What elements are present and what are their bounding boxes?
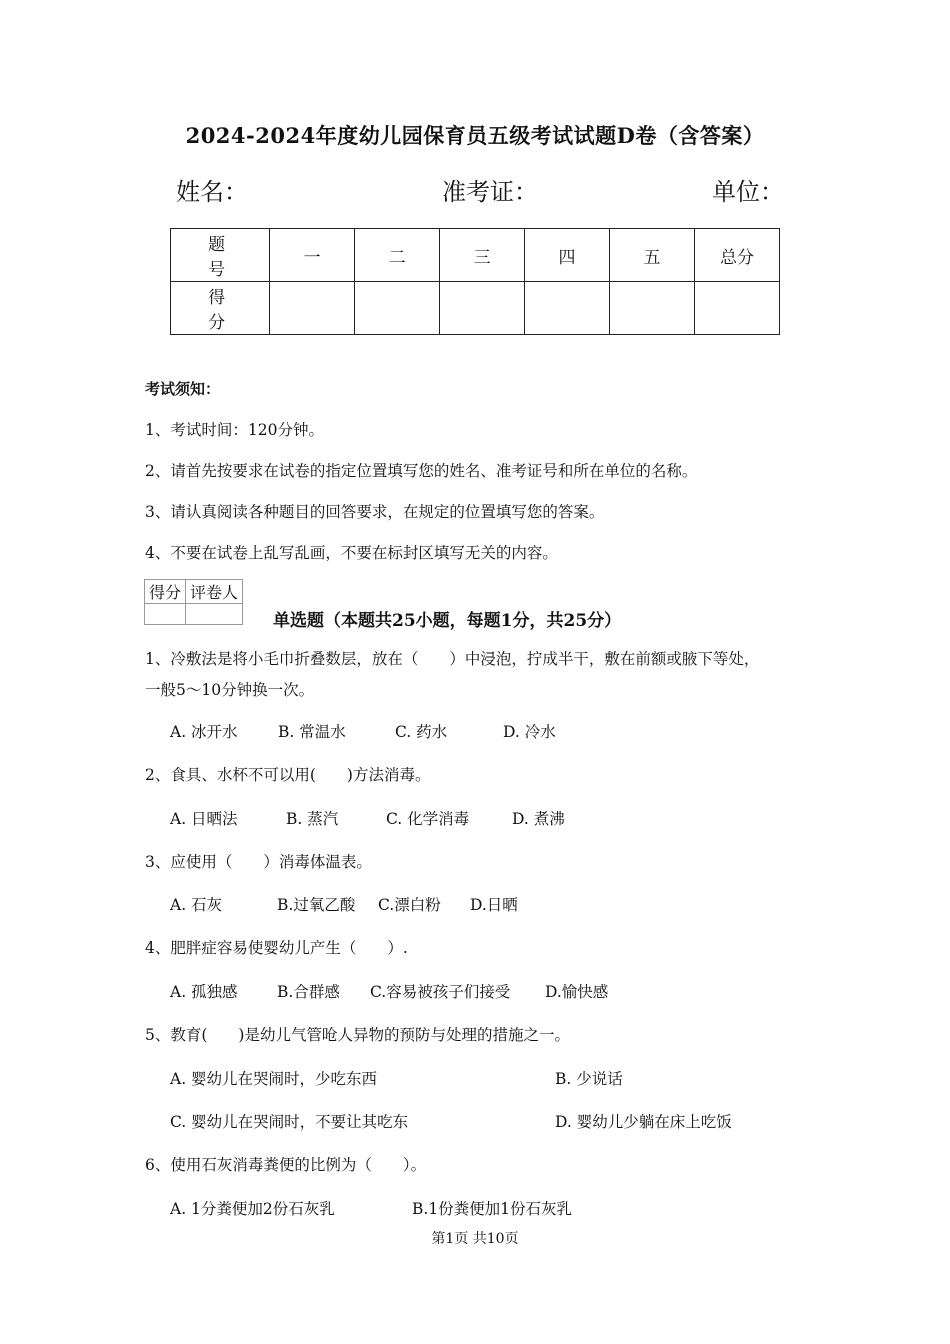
question-stem: 6、使用石灰消毒粪便的比例为（ ）。 bbox=[145, 1156, 427, 1174]
grader-box bbox=[144, 579, 243, 625]
answer-option[interactable]: A. 孤独感 bbox=[170, 983, 238, 1001]
answer-option[interactable]: C. 化学消毒 bbox=[386, 810, 470, 828]
page-footer: 第1页 共10页 bbox=[431, 1231, 519, 1247]
score-table-header-cell: 一 bbox=[270, 229, 355, 282]
notice-item: 3、请认真阅读各种题目的回答要求，在规定的位置填写您的答案。 bbox=[145, 503, 605, 521]
score-cell[interactable] bbox=[525, 282, 610, 335]
grader-reviewer-cell[interactable] bbox=[186, 604, 243, 625]
score-cell[interactable] bbox=[270, 282, 355, 335]
score-cell[interactable] bbox=[355, 282, 440, 335]
score-table bbox=[170, 228, 780, 335]
answer-option[interactable]: C.容易被孩子们接受 bbox=[370, 983, 511, 1001]
score-table-header-row bbox=[171, 229, 780, 282]
answer-option[interactable]: A. 1分粪便加2份石灰乳 bbox=[170, 1200, 335, 1218]
answer-option[interactable]: C.漂白粉 bbox=[378, 896, 441, 914]
question-stem: 4、肥胖症容易使婴幼儿产生（ ）. bbox=[145, 939, 408, 957]
notice-item: 1、考试时间：120分钟。 bbox=[145, 421, 324, 439]
grader-score-label: 得分 bbox=[145, 580, 186, 604]
grader-reviewer-label: 评卷人 bbox=[186, 580, 243, 604]
answer-option[interactable]: B. 蒸汽 bbox=[286, 810, 339, 828]
answer-option[interactable]: A. 石灰 bbox=[170, 896, 223, 914]
document-title: 2024-2024年度幼儿园保育员五级考试试题D卷（含答案） bbox=[185, 123, 765, 148]
score-cell[interactable] bbox=[694, 282, 779, 335]
answer-option[interactable]: D. 煮沸 bbox=[512, 810, 565, 828]
answer-option[interactable]: D.愉快感 bbox=[545, 983, 609, 1001]
score-cell[interactable] bbox=[440, 282, 525, 335]
score-table-header-cell: 五 bbox=[610, 229, 695, 282]
exam-id-field-label: 准考证： bbox=[442, 178, 538, 206]
name-field-label: 姓名： bbox=[176, 178, 248, 206]
answer-option[interactable]: B. 少说话 bbox=[555, 1070, 623, 1088]
answer-option[interactable]: D. 婴幼儿少躺在床上吃饭 bbox=[555, 1113, 732, 1131]
section-title: 单选题（本题共25小题，每题1分，共25分） bbox=[273, 611, 622, 631]
question-stem: 3、应使用（ ）消毒体温表。 bbox=[145, 853, 372, 871]
answer-option[interactable]: D.日晒 bbox=[470, 896, 518, 914]
question-stem: 5、教育( )是幼儿气管呛人异物的预防与处理的措施之一。 bbox=[145, 1026, 570, 1044]
score-cell[interactable] bbox=[610, 282, 695, 335]
question-stem: 2、食具、水杯不可以用( )方法消毒。 bbox=[145, 766, 431, 784]
answer-option[interactable]: A. 日晒法 bbox=[170, 810, 238, 828]
answer-option[interactable]: B.合群感 bbox=[277, 983, 340, 1001]
score-table-header-cell: 二 bbox=[355, 229, 440, 282]
score-table-header-cell: 题 号 bbox=[171, 229, 270, 282]
score-table-header-cell: 三 bbox=[440, 229, 525, 282]
score-table-header-cell: 总分 bbox=[694, 229, 779, 282]
question-stem: 1、冷敷法是将小毛巾折叠数层，放在（ ）中浸泡，拧成半干，敷在前额或腋下等处， bbox=[145, 650, 760, 668]
score-table-score-row bbox=[171, 282, 780, 335]
notice-item: 2、请首先按要求在试卷的指定位置填写您的姓名、准考证号和所在单位的名称。 bbox=[145, 462, 698, 480]
question-stem-continued: 一般5～10分钟换一次。 bbox=[145, 681, 315, 699]
notice-heading: 考试须知： bbox=[145, 380, 221, 398]
grader-score-cell[interactable] bbox=[145, 604, 186, 625]
answer-option[interactable]: A. 婴幼儿在哭闹时，少吃东西 bbox=[170, 1070, 378, 1088]
score-row-label: 得 分 bbox=[171, 282, 270, 335]
answer-option[interactable]: C. 婴幼儿在哭闹时，不要让其吃东 bbox=[170, 1113, 409, 1131]
answer-option[interactable]: B. 常温水 bbox=[278, 723, 346, 741]
answer-option[interactable]: B.1份粪便加1份石灰乳 bbox=[412, 1200, 573, 1218]
answer-option[interactable]: D. 冷水 bbox=[503, 723, 556, 741]
notice-item: 4、不要在试卷上乱写乱画，不要在标封区填写无关的内容。 bbox=[145, 544, 558, 562]
score-table-header-cell: 四 bbox=[525, 229, 610, 282]
unit-field-label: 单位： bbox=[712, 178, 784, 206]
answer-option[interactable]: A. 冰开水 bbox=[170, 723, 238, 741]
answer-option[interactable]: C. 药水 bbox=[395, 723, 448, 741]
answer-option[interactable]: B.过氧乙酸 bbox=[277, 896, 356, 914]
